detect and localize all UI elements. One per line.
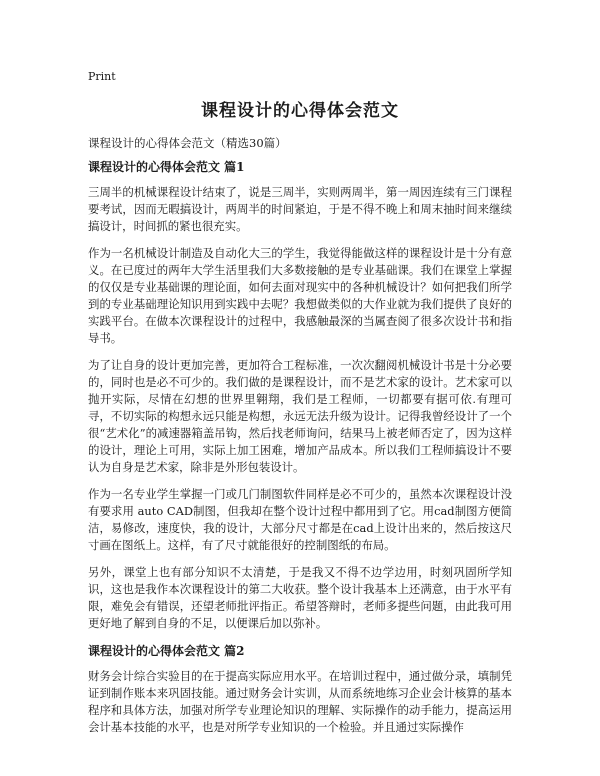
section-2 <box>88 642 512 736</box>
section-heading: 课程设计的心得体会范文 篇1 <box>88 160 245 174</box>
print-label[interactable]: Print <box>88 70 116 83</box>
paragraph: 作为一名机械设计制造及自动化大三的学生，我觉得能做这样的课程设计是十分有意义。在已度过的两年大学生活里我们大多数接触的是专业基础课。我们在课堂上掌握的仅仅是专业基础课的理论面，如何去面对现实中的各种机械设计？如何把我们所学到的专业基础理论知识用到实践中去呢？我想做类似的大作业就为我们提供了良好的实践平台。在做本次课程设计的过程中，我感触最深的当属查阅了很多次设计书和指导书。 <box>88 246 512 345</box>
paragraph: 为了让自身的设计更加完善，更加符合工程标准，一次次翻阅机械设计书是十分必要的，同时也是必不可少的。我们做的是课程设计，而不是艺术家的设计。艺术家可以抛开实际，尽情在幻想的世界里翱翔，我们是工程师，一切都要有据可依.有理可寻，不切实际的构想永远只能是构想，永远无法升级为设计。记得我曾经设计了一个很“艺术化”的减速器箱盖吊钩，然后找老师询问，结果马上被老师否定了，因为这样的设计，理论上可用，实际上加工困难，增加产品成本。所以我们工程师搞设计不要认为自身是艺术家，除非是外形包装设计。 <box>88 358 512 474</box>
page-subtitle: 课程设计的心得体会范文（精选30篇） <box>88 136 287 150</box>
paragraph: 作为一名专业学生掌握一门或几门制图软件同样是必不可少的，虽然本次课程设计没有要求用 auto CAD制图，但我却在整个设计过程中都用到了它。用cad制图方便简洁，易修改，速度快，我的设计，大部分尺寸都是在cad上设计出来的，然后按这尺寸画在图纸上。这样，有了尺寸就能很好的控制图纸的布局。 <box>88 487 512 552</box>
paragraph: 三周半的机械课程设计结束了，说是三周半，实则两周半，第一周因连续有三门课程要考试，因而无暇搞设计，两周半的时间紧迫，于是不得不晚上和周末抽时间来继续搞设计，时间抓的紧也很充实。 <box>88 185 512 233</box>
page-title: 课程设计的心得体会范文 <box>201 101 399 121</box>
paragraph: 财务会计综合实验目的在于提高实际应用水平。在培训过程中，通过做分录，填制凭证到制作账本来巩固技能。通过财务会计实训，从而系统地练习企业会计核算的基本程序和具体方法，加强对所学专业理论知识的理解、实际操作的动手能力，提高运用会计基本技能的水平，也是对所学专业知识的一个检验。并且通过实际操作 <box>88 669 512 734</box>
section-1 <box>88 158 512 632</box>
section-heading: 课程设计的心得体会范文 篇2 <box>88 644 245 658</box>
article-body <box>88 158 512 746</box>
paragraph: 另外，课堂上也有部分知识不太清楚，于是我又不得不边学边用，时刻巩固所学知识，这也是我作本次课程设计的第二大收获。整个设计我基本上还满意，由于水平有限，难免会有错误，还望老师批评指正。希望答辩时，老师多提些问题，由此我可用更好地了解到自身的不足，以便课后加以弥补。 <box>88 565 512 630</box>
